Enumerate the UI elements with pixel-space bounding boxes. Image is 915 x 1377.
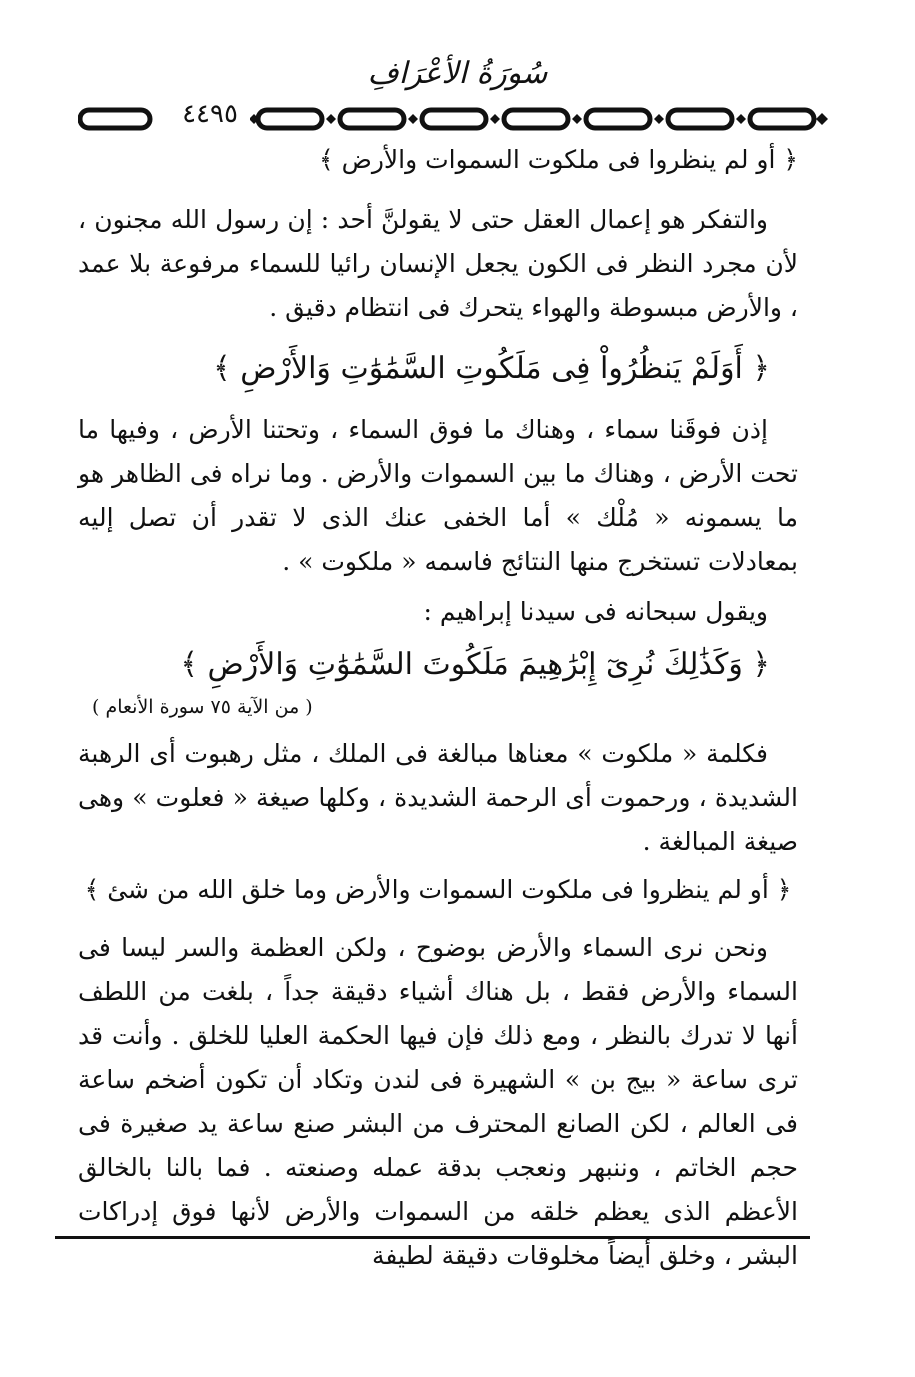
verse-2: ﴿ أَوَلَمْ يَنظُرُواْ فِى مَلَكُوتِ السَّمَٰوَٰتِ وَالأَرْضِ ﴾	[213, 351, 770, 386]
surah-title: سُورَةُ الأعْرَافِ	[367, 56, 548, 91]
page-number: ٤٤٩٥	[170, 96, 250, 132]
verse-4: ﴿ أو لم ينظروا فى ملكوت السموات والأرض وما خلق الله من شئ ﴾	[84, 875, 792, 904]
verse-3: ﴿ وَكَذَٰلِكَ نُرِىٓ إِبْرَٰهِيمَ مَلَكُوتَ السَّمَٰوَٰتِ وَالأَرْضِ ﴾	[180, 647, 770, 682]
paragraph-2: إذن فوقَنا سماء ، وهناك ما فوق السماء ، وتحتنا الأرض ، وفيها ما تحت الأرض ، وهناك ما بين السموات والأرض . وما نراه فى الظاهر هو ما يسمونه « مُلْك » أما الخفى عنك الذى لا تقدر أن تصل إليه بمعادلات تستخرج منها النتائج فاسمه « ملكوت » .	[78, 415, 798, 576]
paragraph-5: ونحن نرى السماء والأرض بوضوح ، ولكن العظمة والسر ليسا فى السماء والأرض فقط ، بل هناك أشياء دقيقة جداً ، بلغت من اللطف أنها لا تدرك بالنظر ، ومع ذلك فإن فيها الحكمة العليا للخلق . وأنت قد ترى ساعة « بيج بن » الشهيرة فى لندن وتكاد أن تكون أضخم ساعة فى العالم ، لكن الصانع المحترف من البشر صنع ساعة يد صغيرة فى حجم الخاتم ، وننبهر ونعجب بدقة عمله وصنعته . فما بالنا بالخالق الأعظم الذى يعظم خلقه من السموات والأرض لأنها فوق إدراكات البشر ، وخلق أيضاً مخلوقات دقيقة لطيفة	[78, 933, 798, 1270]
verse-1: ﴿ أو لم ينظروا فى ملكوت السموات والأرض ﴾	[319, 145, 798, 174]
verse-3-source: ( من الآية ٧٥ سورة الأنعام )	[92, 696, 313, 718]
page-body	[78, 138, 798, 1278]
paragraph-3: ويقول سبحانه فى سيدنا إبراهيم :	[423, 597, 768, 626]
paragraph-4: فكلمة « ملكوت » معناها مبالغة فى الملك ، مثل رهبوت أى الرهبة الشديدة ، ورحموت أى الرحمة الشديدة ، وكلها صيغة « فعلوت » وهى صيغة المبالغة .	[78, 739, 798, 856]
footer-rule	[55, 1236, 810, 1239]
paragraph-1: والتفكر هو إعمال العقل حتى لا يقولنَّ أحد : إن رسول الله مجنون ، لأن مجرد النظر فى الكون يجعل الإنسان رائيا للسماء مرفوعة بلا عمد ، والأرض مبسوطة والهواء يتحرك فى انتظام دقيق .	[78, 205, 798, 322]
